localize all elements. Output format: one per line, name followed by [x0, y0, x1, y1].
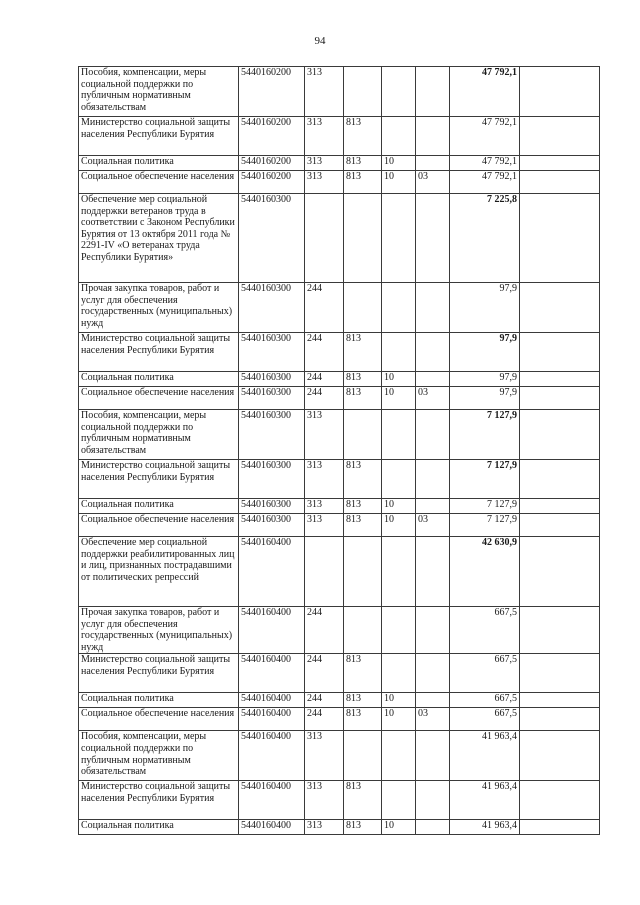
row-amount: 41 963,4 — [450, 820, 520, 835]
row-empty-cell — [520, 499, 600, 514]
table-row — [79, 387, 600, 410]
row-section: 10 — [382, 708, 416, 731]
row-amount: 47 792,1 — [450, 117, 520, 156]
row-amount: 97,9 — [450, 333, 520, 372]
row-name: Обеспечение мер социальной поддержки ветеранов труда в соответствии с Законом Республики Бурятия от 13 октября 2011 года № 2291-IV «О ветеранах труда Республики Бурятия» — [79, 194, 239, 283]
row-ministry-code: 813 — [344, 820, 382, 835]
row-section: 10 — [382, 693, 416, 708]
row-target-article: 5440160400 — [239, 781, 305, 820]
row-empty-cell — [520, 514, 600, 537]
row-section — [382, 607, 416, 654]
row-empty-cell — [520, 372, 600, 387]
row-empty-cell — [520, 607, 600, 654]
table-row — [79, 781, 600, 820]
row-section — [382, 654, 416, 693]
row-subsection — [416, 781, 450, 820]
row-empty-cell — [520, 117, 600, 156]
row-section — [382, 333, 416, 372]
row-ministry-code: 813 — [344, 499, 382, 514]
row-ministry-code: 813 — [344, 781, 382, 820]
row-empty-cell — [520, 171, 600, 194]
row-expense-type: 244 — [305, 372, 344, 387]
row-empty-cell — [520, 537, 600, 607]
row-amount: 42 630,9 — [450, 537, 520, 607]
row-ministry-code: 813 — [344, 460, 382, 499]
row-empty-cell — [520, 693, 600, 708]
table-row — [79, 283, 600, 333]
row-expense-type: 313 — [305, 460, 344, 499]
row-name: Обеспечение мер социальной поддержки реабилитированных лиц и лиц, признанных пострадавшими от политических репрессий — [79, 537, 239, 607]
row-name: Министерство социальной защиты населения Республики Бурятия — [79, 117, 239, 156]
row-target-article: 5440160200 — [239, 117, 305, 156]
row-empty-cell — [520, 654, 600, 693]
row-name: Министерство социальной защиты населения Республики Бурятия — [79, 333, 239, 372]
row-target-article: 5440160400 — [239, 654, 305, 693]
row-amount: 47 792,1 — [450, 67, 520, 117]
row-expense-type: 313 — [305, 171, 344, 194]
row-empty-cell — [520, 333, 600, 372]
row-section — [382, 410, 416, 460]
row-section: 10 — [382, 514, 416, 537]
table-row — [79, 171, 600, 194]
row-amount: 667,5 — [450, 654, 520, 693]
row-section — [382, 731, 416, 781]
row-name: Социальная политика — [79, 693, 239, 708]
row-target-article: 5440160400 — [239, 731, 305, 781]
row-ministry-code: 813 — [344, 171, 382, 194]
table-row — [79, 410, 600, 460]
row-expense-type: 313 — [305, 67, 344, 117]
row-ministry-code: 813 — [344, 333, 382, 372]
row-empty-cell — [520, 156, 600, 171]
row-target-article: 5440160300 — [239, 387, 305, 410]
row-target-article: 5440160300 — [239, 499, 305, 514]
row-subsection — [416, 654, 450, 693]
budget-table — [78, 66, 600, 835]
row-expense-type: 244 — [305, 333, 344, 372]
table-row — [79, 537, 600, 607]
row-target-article: 5440160300 — [239, 410, 305, 460]
row-amount: 41 963,4 — [450, 781, 520, 820]
table-row — [79, 117, 600, 156]
row-subsection — [416, 693, 450, 708]
table-row — [79, 708, 600, 731]
row-subsection: 03 — [416, 171, 450, 194]
row-name: Пособия, компенсации, меры социальной поддержки по публичным нормативным обязательствам — [79, 67, 239, 117]
row-expense-type: 244 — [305, 283, 344, 333]
row-subsection — [416, 194, 450, 283]
row-name: Министерство социальной защиты населения Республики Бурятия — [79, 654, 239, 693]
row-target-article: 5440160200 — [239, 171, 305, 194]
table-row — [79, 460, 600, 499]
row-subsection — [416, 372, 450, 387]
row-subsection: 03 — [416, 514, 450, 537]
row-expense-type: 313 — [305, 731, 344, 781]
row-name: Социальная политика — [79, 499, 239, 514]
row-section: 10 — [382, 499, 416, 514]
row-ministry-code — [344, 194, 382, 283]
row-target-article: 5440160300 — [239, 283, 305, 333]
row-ministry-code: 813 — [344, 514, 382, 537]
row-amount: 97,9 — [450, 372, 520, 387]
row-name: Прочая закупка товаров, работ и услуг для обеспечения государственных (муниципальных) нужд — [79, 607, 239, 654]
row-amount: 97,9 — [450, 387, 520, 410]
row-target-article: 5440160400 — [239, 693, 305, 708]
row-expense-type: 244 — [305, 387, 344, 410]
table-row — [79, 67, 600, 117]
row-expense-type: 313 — [305, 117, 344, 156]
row-expense-type — [305, 194, 344, 283]
row-target-article: 5440160400 — [239, 607, 305, 654]
row-expense-type: 313 — [305, 514, 344, 537]
row-amount: 47 792,1 — [450, 156, 520, 171]
row-subsection — [416, 460, 450, 499]
row-amount: 97,9 — [450, 283, 520, 333]
row-section: 10 — [382, 387, 416, 410]
row-ministry-code — [344, 283, 382, 333]
row-expense-type: 244 — [305, 607, 344, 654]
table-row — [79, 194, 600, 283]
row-subsection — [416, 67, 450, 117]
row-name: Социальная политика — [79, 820, 239, 835]
row-subsection — [416, 117, 450, 156]
row-subsection — [416, 820, 450, 835]
row-target-article: 5440160300 — [239, 372, 305, 387]
row-name: Социальное обеспечение населения — [79, 171, 239, 194]
row-subsection: 03 — [416, 387, 450, 410]
row-expense-type: 244 — [305, 693, 344, 708]
row-target-article: 5440160300 — [239, 514, 305, 537]
row-section: 10 — [382, 820, 416, 835]
row-section — [382, 283, 416, 333]
row-ministry-code — [344, 67, 382, 117]
row-ministry-code: 813 — [344, 372, 382, 387]
row-section: 10 — [382, 156, 416, 171]
row-name: Министерство социальной защиты населения Республики Бурятия — [79, 460, 239, 499]
row-target-article: 5440160200 — [239, 156, 305, 171]
row-target-article: 5440160200 — [239, 67, 305, 117]
row-name: Социальное обеспечение населения — [79, 708, 239, 731]
row-section — [382, 67, 416, 117]
row-empty-cell — [520, 410, 600, 460]
row-amount: 7 225,8 — [450, 194, 520, 283]
row-section — [382, 194, 416, 283]
row-section: 10 — [382, 372, 416, 387]
row-ministry-code: 813 — [344, 693, 382, 708]
row-amount: 667,5 — [450, 693, 520, 708]
row-ministry-code: 813 — [344, 156, 382, 171]
table-row — [79, 607, 600, 654]
row-section: 10 — [382, 171, 416, 194]
row-subsection — [416, 607, 450, 654]
row-subsection — [416, 731, 450, 781]
row-target-article: 5440160300 — [239, 333, 305, 372]
row-empty-cell — [520, 731, 600, 781]
row-expense-type: 244 — [305, 708, 344, 731]
row-section — [382, 460, 416, 499]
row-amount: 7 127,9 — [450, 410, 520, 460]
row-name: Социальное обеспечение населения — [79, 387, 239, 410]
row-empty-cell — [520, 708, 600, 731]
row-target-article: 5440160300 — [239, 460, 305, 499]
row-empty-cell — [520, 67, 600, 117]
row-amount: 667,5 — [450, 708, 520, 731]
page-number: 94 — [314, 35, 326, 47]
row-subsection — [416, 333, 450, 372]
row-ministry-code: 813 — [344, 708, 382, 731]
row-subsection — [416, 156, 450, 171]
row-target-article: 5440160400 — [239, 537, 305, 607]
table-row — [79, 156, 600, 171]
row-amount: 7 127,9 — [450, 499, 520, 514]
row-name: Пособия, компенсации, меры социальной поддержки по публичным нормативным обязательствам — [79, 410, 239, 460]
row-amount: 41 963,4 — [450, 731, 520, 781]
row-target-article: 5440160300 — [239, 194, 305, 283]
row-empty-cell — [520, 460, 600, 499]
row-target-article: 5440160400 — [239, 820, 305, 835]
table-row — [79, 731, 600, 781]
row-expense-type — [305, 537, 344, 607]
row-empty-cell — [520, 283, 600, 333]
row-expense-type: 313 — [305, 410, 344, 460]
table-body — [79, 67, 600, 835]
row-subsection — [416, 499, 450, 514]
row-ministry-code — [344, 607, 382, 654]
row-subsection: 03 — [416, 708, 450, 731]
row-subsection — [416, 537, 450, 607]
row-expense-type: 313 — [305, 820, 344, 835]
table-row — [79, 372, 600, 387]
row-target-article: 5440160400 — [239, 708, 305, 731]
table-row — [79, 499, 600, 514]
row-ministry-code — [344, 410, 382, 460]
row-section — [382, 781, 416, 820]
row-ministry-code — [344, 731, 382, 781]
row-expense-type: 244 — [305, 654, 344, 693]
row-ministry-code: 813 — [344, 654, 382, 693]
table-row — [79, 693, 600, 708]
row-empty-cell — [520, 387, 600, 410]
row-name: Социальная политика — [79, 156, 239, 171]
row-amount: 7 127,9 — [450, 514, 520, 537]
row-amount: 667,5 — [450, 607, 520, 654]
table-row — [79, 333, 600, 372]
row-empty-cell — [520, 820, 600, 835]
row-ministry-code: 813 — [344, 387, 382, 410]
row-ministry-code: 813 — [344, 117, 382, 156]
row-subsection — [416, 410, 450, 460]
row-name: Прочая закупка товаров, работ и услуг для обеспечения государственных (муниципальных) нужд — [79, 283, 239, 333]
row-name: Социальная политика — [79, 372, 239, 387]
table-row — [79, 820, 600, 835]
row-subsection — [416, 283, 450, 333]
table-row — [79, 514, 600, 537]
row-expense-type: 313 — [305, 781, 344, 820]
table-row — [79, 654, 600, 693]
row-name: Социальное обеспечение населения — [79, 514, 239, 537]
row-empty-cell — [520, 194, 600, 283]
row-expense-type: 313 — [305, 499, 344, 514]
row-ministry-code — [344, 537, 382, 607]
row-section — [382, 117, 416, 156]
row-name: Пособия, компенсации, меры социальной поддержки по публичным нормативным обязательствам — [79, 731, 239, 781]
row-amount: 7 127,9 — [450, 460, 520, 499]
row-amount: 47 792,1 — [450, 171, 520, 194]
row-empty-cell — [520, 781, 600, 820]
row-expense-type: 313 — [305, 156, 344, 171]
row-name: Министерство социальной защиты населения Республики Бурятия — [79, 781, 239, 820]
row-section — [382, 537, 416, 607]
